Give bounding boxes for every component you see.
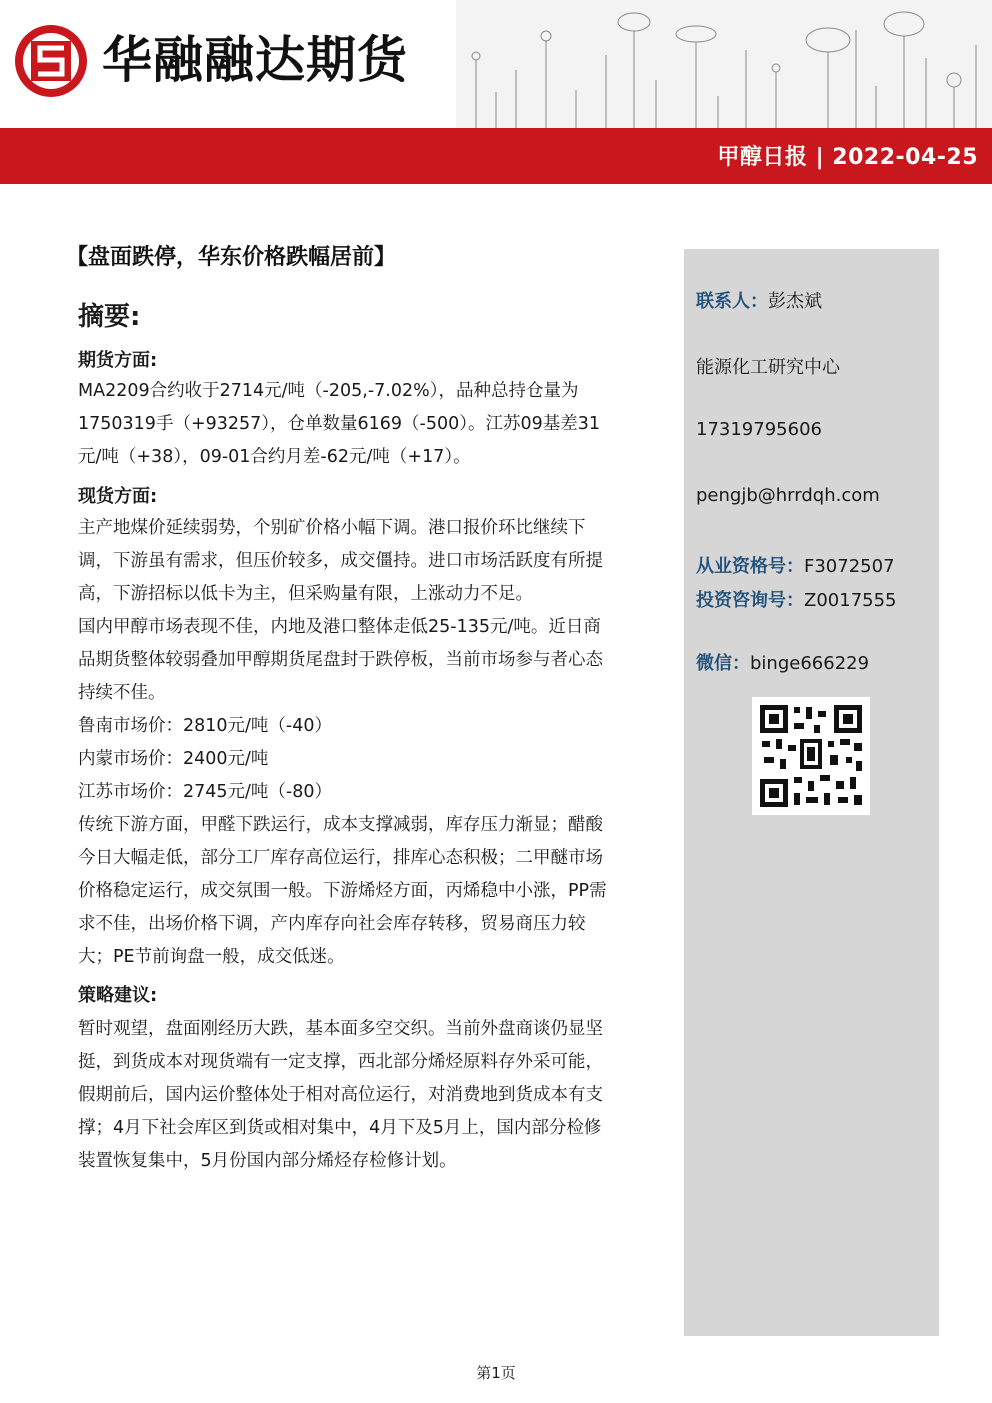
- wechat-label: 微信：: [696, 653, 750, 674]
- spot-line: 今日大幅走低，部分工厂库存高位运行，排库心态积极；二甲醚市场: [78, 848, 603, 868]
- report-title-band: [0, 128, 992, 184]
- department: 能源化工研究中心: [696, 357, 840, 378]
- abstract-title: 摘要:: [78, 302, 141, 332]
- phone-number: 17319795606: [696, 419, 822, 440]
- spot-line: 品期货整体较弱叠加甲醇期货尾盘封于跌停板，当前市场参与者心态: [78, 650, 603, 670]
- spot-price-jiangsu: 江苏市场价：2745元/吨（-80）: [78, 782, 333, 802]
- page-number: 第1页: [476, 1364, 516, 1382]
- strategy-section-title: 策略建议:: [78, 985, 158, 1006]
- spot-line: 大；PE节前询盘一般，成交低迷。: [78, 947, 345, 967]
- email-address[interactable]: pengjb@hrrdqh.com: [696, 485, 880, 506]
- strategy-line: 假期前后，国内运价整体处于相对高位运行，对消费地到货成本有支: [78, 1085, 603, 1105]
- spot-line: 国内甲醇市场表现不佳，内地及港口整体走低25-135元/吨。近日商: [78, 617, 601, 637]
- qualification-number: F3072507: [804, 556, 895, 577]
- qualification-label: 从业资格号：: [696, 556, 804, 577]
- contact-name: 彭杰斌: [768, 291, 822, 312]
- spot-line: 价格稳定运行，成交氛围一般。下游烯烃方面，丙烯稳中小涨，PP需: [78, 881, 607, 901]
- brand-name: 华融融达期货: [102, 31, 408, 89]
- spot-price-neimeng: 内蒙市场价：2400元/吨: [78, 749, 269, 769]
- wechat-id: binge666229: [750, 653, 870, 674]
- headline: 【盘面跌停，华东价格跌幅居前】: [66, 245, 397, 270]
- futures-line: 元/吨（+38），09-01合约月差-62元/吨（+17）。: [78, 447, 471, 467]
- contact-row: [696, 287, 822, 313]
- consult-label: 投资咨询号：: [696, 590, 804, 611]
- contact-label: 联系人：: [696, 291, 768, 312]
- spot-line: 主产地煤价延续弱势，个别矿价格小幅下调。港口报价环比继续下: [78, 518, 586, 538]
- analyst-sidebar: [684, 249, 939, 1336]
- consult-number: Z0017555: [804, 590, 897, 611]
- spot-line: 求不佳，出场价格下调，产内库存向社会库存转移，贸易商压力较: [78, 914, 586, 934]
- spot-line: 调，下游虽有需求，但压价较多，成交僵持。进口市场活跃度有所提: [78, 551, 603, 571]
- futures-line: 1750319手（+93257），仓单数量6169（-500）。江苏09基差31: [78, 414, 601, 434]
- qualification-row: [696, 552, 895, 578]
- spot-line: 高，下游招标以低卡为主，但采购量有限，上涨动力不足。: [78, 584, 533, 604]
- header-decoration: [456, 0, 992, 128]
- futures-section-title: 期货方面:: [78, 350, 158, 371]
- spot-line: 持续不佳。: [78, 683, 166, 703]
- spot-price-lunan: 鲁南市场价：2810元/吨（-40）: [78, 716, 333, 736]
- report-title: 甲醇日报 | 2022-04-25: [717, 145, 978, 170]
- strategy-line: 挺，到货成本对现货端有一定支撑，西北部分烯烃原料存外采可能，: [78, 1052, 603, 1072]
- strategy-line: 装置恢复集中，5月份国内部分烯烃存检修计划。: [78, 1151, 457, 1171]
- strategy-line: 撑；4月下社会库区到货或相对集中，4月下及5月上，国内部分检修: [78, 1118, 602, 1138]
- company-logo-icon: [12, 22, 90, 100]
- wechat-row: [696, 649, 869, 675]
- strategy-line: 暂时观望，盘面刚经历大跌，基本面多空交织。当前外盘商谈仍显坚: [78, 1019, 603, 1039]
- spot-line: 传统下游方面，甲醛下跌运行，成本支撑减弱，库存压力渐显；醋酸: [78, 815, 603, 835]
- consult-row: [696, 586, 897, 612]
- qr-code-icon: [752, 697, 870, 815]
- spot-section-title: 现货方面:: [78, 486, 158, 507]
- futures-line: MA2209合约收于2714元/吨（-205,-7.02%），品种总持仓量为: [78, 381, 579, 401]
